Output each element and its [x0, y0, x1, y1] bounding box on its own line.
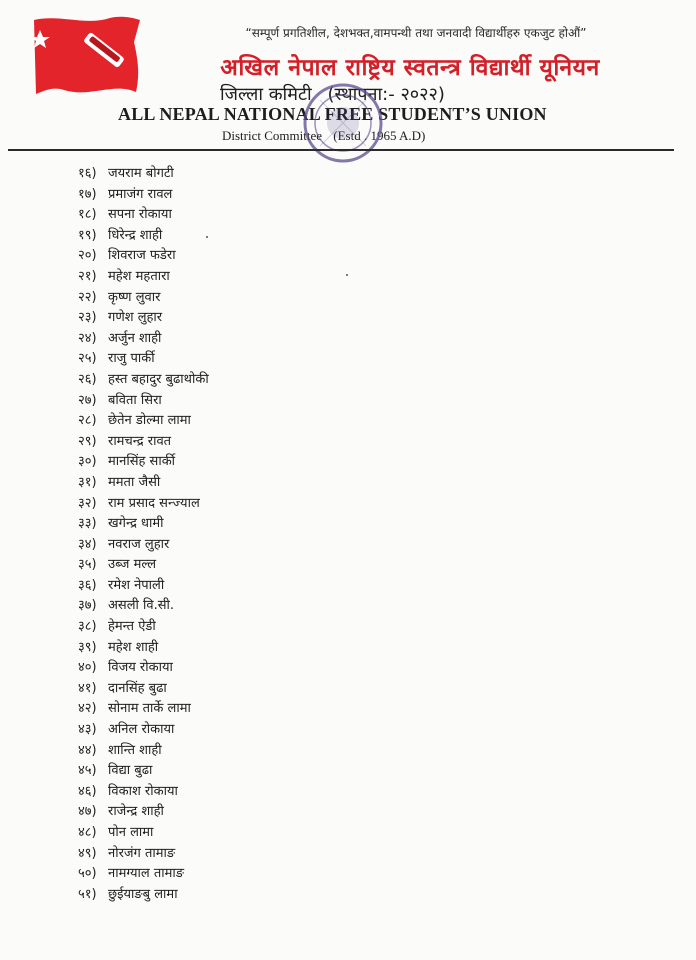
member-name: राम प्रसाद सन्ज्याल	[108, 495, 200, 511]
header-divider	[8, 149, 674, 151]
member-number: २७)	[78, 392, 97, 408]
member-row	[78, 535, 209, 556]
member-number: ४२)	[78, 701, 97, 717]
member-name: महेश शाही	[108, 639, 159, 655]
member-name: रामचन्द्र रावत	[108, 433, 172, 449]
member-name: असली वि.सी.	[108, 598, 175, 614]
member-name: छेतेन डोल्मा लामा	[108, 413, 191, 429]
member-row	[78, 596, 209, 617]
member-name: खगेन्द्र धामी	[108, 516, 164, 532]
member-number: २९)	[78, 433, 97, 449]
member-name: सोनाम तार्के लामा	[108, 701, 191, 717]
member-number: २४)	[78, 330, 97, 346]
member-row	[78, 576, 209, 597]
member-number: ४६)	[78, 783, 97, 799]
member-number: ३६)	[78, 577, 97, 593]
member-row	[78, 761, 209, 782]
member-name: हस्त बहादुर बुढाथोकी	[108, 371, 209, 387]
member-name: प्रमाजंग रावल	[108, 186, 173, 202]
member-number: ३२)	[78, 495, 97, 511]
member-name: राजेन्द्र शाही	[108, 804, 164, 820]
member-name: बविता सिरा	[108, 392, 162, 408]
member-row	[78, 185, 209, 206]
member-row	[78, 267, 209, 288]
member-number: १९)	[78, 227, 97, 243]
member-number: ३१)	[78, 474, 97, 490]
member-number: १८)	[78, 207, 97, 223]
member-row	[78, 699, 209, 720]
member-number: ४४)	[78, 742, 97, 758]
member-row	[78, 288, 209, 309]
member-number: ३४)	[78, 536, 97, 552]
member-name: पोन लामा	[108, 825, 154, 840]
member-row	[78, 205, 209, 226]
official-seal-stamp	[300, 80, 386, 166]
member-row	[78, 638, 209, 659]
member-row	[78, 555, 209, 576]
member-list	[78, 164, 209, 905]
member-name: कृष्ण लुवार	[108, 289, 161, 305]
member-row	[78, 617, 209, 638]
member-row	[78, 164, 209, 185]
member-name: धिरेन्द्र शाही	[108, 227, 163, 243]
member-number: ३३)	[78, 516, 97, 532]
red-flag-logo	[30, 12, 142, 104]
member-number: ३८)	[78, 619, 97, 635]
member-name: ममता जैसी	[108, 474, 161, 490]
member-name: छुईयाङबु लामा	[108, 886, 178, 902]
member-number: ४९)	[78, 845, 97, 861]
member-name: हेमन्त ऐडी	[108, 619, 156, 635]
member-row	[78, 370, 209, 391]
member-row	[78, 391, 209, 412]
member-name: दानसिंह बुढा	[108, 680, 167, 696]
member-name: विद्या बुढा	[108, 763, 153, 779]
member-number: ४७)	[78, 804, 97, 820]
member-name: मानसिंह सार्की	[108, 454, 176, 470]
district-committee-nepali	[220, 82, 620, 106]
member-number: ४३)	[78, 722, 97, 738]
member-row	[78, 802, 209, 823]
member-row	[78, 452, 209, 473]
paper-speck	[206, 236, 208, 238]
member-name: महेश महतारा	[108, 268, 170, 284]
established-date-nepali: (स्थापना:- २०२२)	[327, 84, 445, 105]
member-name: जयराम बोगटी	[108, 166, 174, 181]
member-row	[78, 823, 209, 844]
member-row	[78, 432, 209, 453]
member-name: नामग्याल तामाङ	[108, 866, 185, 882]
member-name: उब्ज मल्ल	[108, 557, 157, 573]
district-committee-english	[222, 128, 662, 144]
member-name: गणेश लुहार	[108, 310, 163, 326]
org-name-nepali: अखिल नेपाल राष्ट्रिय स्वतन्त्र विद्यार्थी यूनियन	[220, 55, 600, 81]
member-name: अनिल रोकाया	[108, 722, 175, 738]
member-number: ३७)	[78, 598, 97, 614]
member-name: शान्ति शाही	[108, 742, 162, 758]
member-name: सपना रोकाया	[108, 207, 172, 223]
member-row	[78, 473, 209, 494]
member-number: ५१)	[78, 886, 97, 902]
member-row	[78, 494, 209, 515]
district-committee-label: जिल्ला कमिटी	[220, 84, 312, 105]
paper-speck	[346, 274, 348, 276]
member-name: विजय रोकाया	[108, 660, 173, 676]
member-number: १७)	[78, 186, 97, 202]
established-date-english: (Estd . 1965 A.D)	[333, 128, 426, 143]
member-number: ४८)	[78, 825, 97, 840]
member-number: १६)	[78, 166, 97, 181]
member-number: २२)	[78, 289, 97, 305]
member-row	[78, 308, 209, 329]
member-name: अर्जुन शाही	[108, 330, 162, 346]
member-number: २१)	[78, 268, 97, 284]
member-number: २८)	[78, 413, 97, 429]
member-number: २६)	[78, 371, 97, 387]
member-number: ४०)	[78, 660, 97, 676]
member-name: नोरजंग तामाङ	[108, 845, 176, 861]
member-number: ५०)	[78, 866, 97, 882]
member-name: रमेश नेपाली	[108, 577, 165, 593]
member-number: २३)	[78, 310, 97, 326]
member-name: विकाश रोकाया	[108, 783, 178, 799]
member-number: २५)	[78, 351, 97, 367]
member-row	[78, 349, 209, 370]
member-row	[78, 864, 209, 885]
member-row	[78, 885, 209, 906]
member-row	[78, 411, 209, 432]
member-number: ४५)	[78, 763, 97, 779]
slogan: “सम्पूर्ण प्रगतिशील, देशभक्त,वामपन्थी तथा जनवादी विद्यार्थीहरु एकजुट होऔं”	[245, 26, 587, 40]
member-name: नवराज लुहार	[108, 536, 170, 552]
member-number: ३५)	[78, 557, 97, 573]
member-row	[78, 226, 209, 247]
member-number: २०)	[78, 248, 97, 264]
member-row	[78, 246, 209, 267]
member-number: ३९)	[78, 639, 97, 655]
member-row	[78, 720, 209, 741]
member-number: ३०)	[78, 454, 97, 470]
member-name: राजु पार्की	[108, 351, 155, 367]
member-row	[78, 658, 209, 679]
member-row	[78, 679, 209, 700]
member-row	[78, 741, 209, 762]
member-number: ४१)	[78, 680, 97, 696]
member-row	[78, 782, 209, 803]
member-row	[78, 514, 209, 535]
letterhead	[0, 0, 696, 160]
member-name: शिवराज फडेरा	[108, 248, 176, 264]
org-name-english: ALL NEPAL NATIONAL FREE STUDENT’S UNION	[118, 104, 547, 124]
member-row	[78, 844, 209, 865]
district-committee-label-en: District Committee	[222, 128, 323, 143]
member-row	[78, 329, 209, 350]
